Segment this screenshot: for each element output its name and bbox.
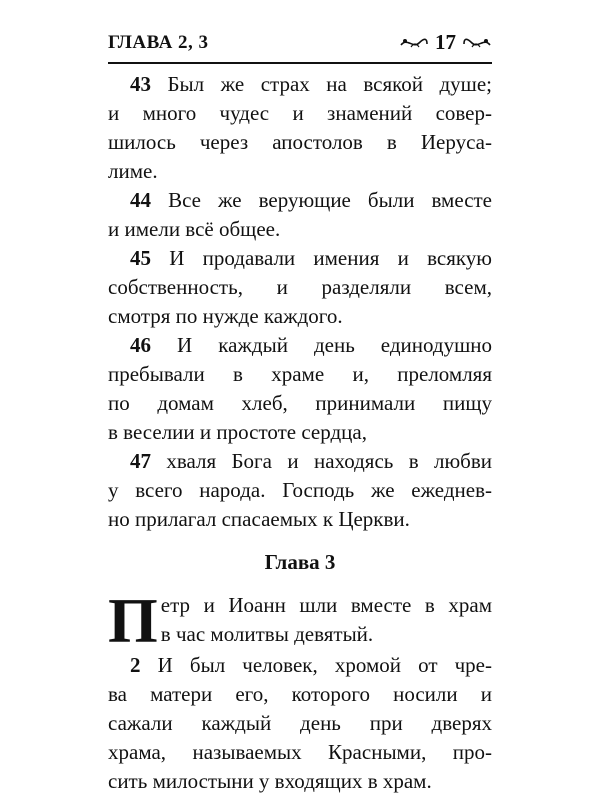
verse-line: пребывали в храме и, преломляя — [108, 362, 492, 386]
verse-line: собственность, и разделяли всем, — [108, 275, 492, 299]
verse-line: и имели всё общее. — [108, 217, 281, 241]
verse-line: смотря по нужде каждого. — [108, 304, 343, 328]
chapter-reference: ГЛАВА 2, 3 — [108, 32, 209, 53]
verse-46 — [108, 331, 492, 447]
verse-line: етр и Иоанн шли вместе в храм — [160, 593, 492, 617]
ornament-left-icon — [399, 35, 429, 51]
verse-line: 43 Был же страх на всякой душе; — [130, 72, 492, 96]
verse-line: сить милостыни у входящих в храм. — [108, 769, 432, 793]
page-number: 17 — [435, 30, 456, 54]
verse-43 — [108, 70, 492, 186]
verse-number: 47 — [130, 449, 151, 473]
body-text — [108, 70, 492, 796]
drop-cap: П — [108, 585, 158, 656]
verse-line: храма, называемых Красными, про- — [108, 740, 492, 764]
verse-45 — [108, 244, 492, 331]
verse-number: 46 — [130, 333, 151, 357]
verse-line: в час молитвы девятый. — [160, 622, 374, 646]
chapter3-verse-1 — [108, 585, 492, 656]
chapter3-verse-2 — [108, 651, 492, 796]
verse-line: по домам хлеб, принимали пищу — [108, 391, 492, 415]
verse-line: 44 Все же верующие были вместе — [130, 188, 493, 212]
verse-44 — [108, 186, 492, 244]
verse-47 — [108, 447, 492, 534]
book-page — [108, 28, 492, 796]
verse-line: сажали каждый день при дверях — [108, 711, 492, 735]
verse-line: 2 И был человек, хромой от чре- — [130, 653, 492, 677]
verse-line: ва матери его, которого носили и — [108, 682, 492, 706]
verse-line: и много чудес и знамений совер- — [108, 101, 492, 125]
running-head — [108, 28, 492, 64]
ornament-right-icon — [462, 35, 492, 51]
chapter-title: Глава 3 — [264, 550, 336, 574]
verse-number: 44 — [130, 188, 151, 212]
verse-line: но прилагал спасаемых к Церкви. — [108, 507, 410, 531]
verse-line: у всего народа. Господь же ежеднев- — [108, 478, 492, 502]
page-number-group — [399, 30, 492, 55]
verse-line: 47 хваля Бога и находясь в любви — [130, 449, 492, 473]
verse-line: лиме. — [108, 159, 158, 183]
verse-number: 45 — [130, 246, 151, 270]
verse-line: шилось через апостолов в Иеруса- — [108, 130, 492, 154]
verse-line: в веселии и простоте сердца, — [108, 420, 367, 444]
verse-number: 2 — [130, 653, 141, 677]
verse-line: 45 И продавали имения и всякую — [130, 246, 492, 270]
verse-number: 43 — [130, 72, 151, 96]
verse-line: 46 И каждый день единодушно — [130, 333, 492, 357]
